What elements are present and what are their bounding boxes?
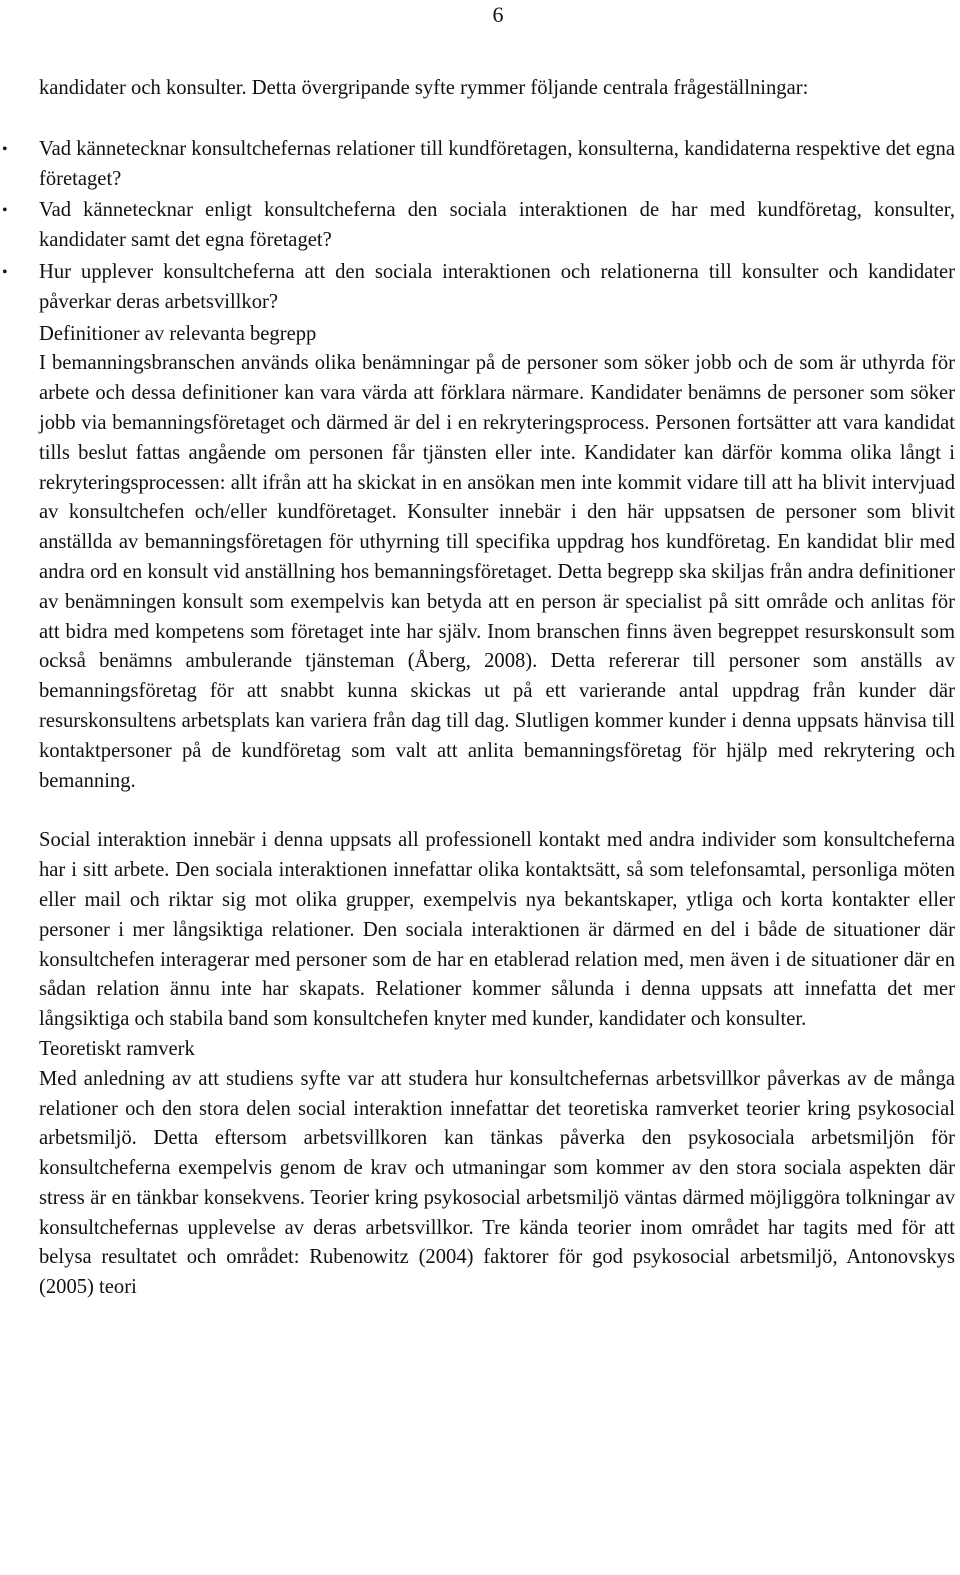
question-list xyxy=(2,135,955,318)
question-text: Hur upplever konsultcheferna att den sociala interaktionen och relationerna till konsulter och kandidater påverkar deras arbetsvillkor? xyxy=(39,260,955,313)
list-item xyxy=(2,258,955,318)
definitions-paragraph-1: I bemanningsbranschen används olika benämningar på de personer som söker jobb och de som är uthyrda för arbete och dessa definitioner kan vara värda att förklara närmare. Kandidater benämns de personer som söker jobb via bemanningsföretaget och därmed är del i en rekryteringsprocess. Personen fortsätter att vara kandidat tills beslut fattas angående om personen får tjänsten eller inte. Kandidater kan därför komma olika långt i rekryteringsprocessen: allt ifrån att ha skickat in en ansökan men inte kommit vidare till att ha blivit intervjuad av konsultchefen och/eller kundföretaget. Konsulter innebär i den här uppsatsen de personer som blivit anställda av bemanningsföretagen för uthyrning till specifika uppdrag hos kundföretag. En kandidat blir med andra ord en konsult vid anställning hos bemanningsföretaget. Detta begrepp ska skiljas från andra definitioner av benämningen konsult som exempelvis kan betyda att en person är specialist på sitt område och anlitas för att bidra med kompetens som företaget inte har själv. Inom branschen finns även begreppet resurskonsult som också benämns ambulerande tjänsteman (Åberg, 2008). Detta refererar till personer som anställs av bemanningsföretag för att snabbt kunna skickas ut på ett varierande antal uppdrag från kunder där resurskonsultens arbetsplats kan variera från dag till dag. Slutligen kommer kunder i denna uppsats hänvisa till kontaktpersoner på de kundföretag som valt att anlita bemanningsföretag för hjälp med rekrytering och bemanning. xyxy=(39,352,955,792)
document-body xyxy=(2,74,955,1303)
bullet-icon: • xyxy=(2,140,8,158)
framework-paragraph-1: Med anledning av att studiens syfte var att studera hur konsultchefernas arbetsvillkor påverkas av de många relationer och den stora delen social interaktion innefattar det teoretiska ramverket teorier kring psykosocial arbetsmiljö. Detta eftersom arbetsvillkoren kan tänkas påverka den psykosociala arbetsmiljön för konsultcheferna exempelvis genom de krav och utmaningar som kommer av den stora sociala aspekten där stress är en tänkbar konsekvens. Teorier kring psykosocial arbetsmiljö väntas därmed möjliggöra tolkningar av konsultchefernas upplevelse av deras arbetsvillkor. Tre kända teorier inom området har tagits med för att belysa resultatet och området: Rubenowitz (2004) faktorer för god psykosocial arbetsmiljö, Antonovskys (2005) teori xyxy=(39,1067,955,1299)
question-text: Vad kännetecknar enligt konsultcheferna den sociala interaktionen de har med kundföretag, konsulter, kandidater samt det egna företaget? xyxy=(39,199,955,252)
list-item xyxy=(2,196,955,256)
section-heading-framework: Teoretiskt ramverk xyxy=(39,1037,195,1060)
intro-paragraph: kandidater och konsulter. Detta övergripande syfte rymmer följande centrala frågeställningar: xyxy=(39,77,809,99)
list-item xyxy=(2,135,955,195)
section-heading-definitions: Definitioner av relevanta begrepp xyxy=(39,322,317,345)
page-number: 6 xyxy=(492,2,504,27)
bullet-icon: • xyxy=(2,263,8,281)
question-text: Vad kännetecknar konsultchefernas relationer till kundföretagen, konsulterna, kandidaterna respektive det egna företaget? xyxy=(39,137,955,190)
definitions-paragraph-2: Social interaktion innebär i denna uppsats all professionell kontakt med andra individer som konsultcheferna har i sitt arbete. Den sociala interaktionen innefattar olika kontaktsätt, så som telefonsamtal, personliga möten eller mail och riktar sig mot olika grupper, exempelvis nya bekantskaper, ytliga och korta kontakter eller personer i mer långsiktiga relationer. Den sociala interaktionen är därmed en del i både de situationer där konsultchefen interagerar med personer som de har en etablerad relation med, men även i de situationer där en sådan relation ännu inte har skapats. Relationer kommer sålunda i denna uppsats att innefatta det mer långsiktiga och stabila band som konsultchefen knyter med kunder, kandidater och konsulter. xyxy=(39,829,955,1031)
bullet-icon: • xyxy=(2,202,8,220)
